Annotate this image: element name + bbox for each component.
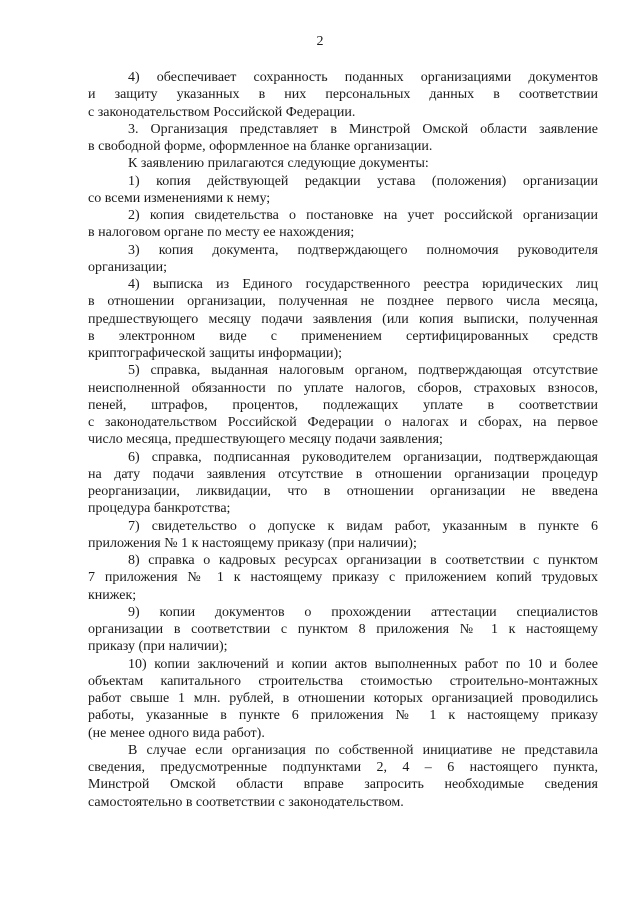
text-line: 1) копия действующей редакции устава (положения) организации	[128, 173, 598, 189]
text-line: и защиту указанных в них персональных данных в соответствии	[88, 87, 598, 103]
paragraph	[88, 69, 598, 121]
text-line: в свободной форме, оформленное на бланке организации.	[88, 139, 433, 154]
paragraph	[88, 276, 598, 362]
text-line: организации в соответствии с пунктом 8 приложения № 1 к настоящему	[88, 622, 598, 637]
text-line: криптографической защиты информации);	[88, 346, 343, 361]
text-line: реорганизации, ликвидации, что в отношении организации не введена	[88, 484, 598, 499]
text-line: приказу (при наличии);	[88, 639, 228, 655]
text-line: в налоговом органе по месту ее нахождения;	[88, 225, 355, 241]
paragraph	[88, 604, 598, 656]
paragraph	[88, 121, 598, 156]
text-line: 2) копия свидетельства о постановке на учет российской организации	[128, 208, 598, 223]
paragraph	[88, 207, 598, 242]
paragraph	[88, 155, 598, 172]
text-line: работ свыше 1 млн. рублей, в отношении которых организацией проводились	[88, 691, 598, 706]
text-line: приложения № 1 к настоящему приказу (при наличии);	[88, 535, 417, 551]
text-line: (не менее одного вида работ).	[88, 725, 265, 741]
document-body	[88, 69, 598, 811]
text-line: в отношении организации, полученная не позднее первого числа месяца,	[88, 294, 598, 310]
text-line: 9) копии документов о прохождении аттестации специалистов	[128, 604, 598, 620]
text-line: книжек;	[88, 587, 137, 603]
text-line: с законодательством Российской Федерации о налогах и сборах, на первое	[88, 415, 598, 430]
text-line: число месяца, предшествующего месяцу подачи заявления;	[88, 432, 443, 448]
paragraph	[88, 742, 598, 811]
text-line: в электронном виде с применением сертифицированных средств	[88, 328, 598, 344]
paragraph	[88, 362, 598, 448]
text-line: на дату подачи заявления отсутствие в отношении организации процедур	[88, 466, 598, 482]
paragraph	[88, 552, 598, 604]
page-number: 2	[316, 34, 324, 49]
paragraph	[88, 242, 598, 277]
text-line: предшествующего месяцу подачи заявления (или копия выписки, полученная	[88, 311, 598, 327]
text-line: 7 приложения № 1 к настоящему приказу с приложением копий трудовых	[88, 570, 598, 586]
text-line: 6) справка, подписанная руководителем организации, подтверждающая	[128, 449, 598, 465]
text-line: В случае если организация по собственной инициативе не представила	[128, 742, 598, 758]
text-line: 4) обеспечивает сохранность поданных организациями документов	[128, 70, 598, 85]
paragraph	[88, 173, 598, 208]
text-line: 7) свидетельство о допуске к видам работ, указанным в пункте 6	[128, 518, 598, 534]
text-line: организации;	[88, 259, 168, 275]
text-line: Минстрой Омской области вправе запросить необходимые сведения	[88, 777, 598, 793]
text-line: 3. Организация представляет в Минстрой Омской области заявление	[128, 121, 598, 137]
paragraph	[88, 449, 598, 518]
text-line: 8) справка о кадровых ресурсах организации в соответствии с пунктом	[128, 553, 598, 568]
paragraph	[88, 518, 598, 553]
text-line: с законодательством Российской Федерации.	[88, 104, 356, 120]
text-line: 3) копия документа, подтверждающего полномочия руководителя	[128, 242, 598, 258]
paragraph	[88, 656, 598, 742]
text-line: самостоятельно в соответствии с законодательством.	[88, 794, 404, 810]
text-line: объектам капитального строительства стоимостью строительно-монтажных	[88, 673, 598, 689]
text-line: процедура банкротства;	[88, 501, 231, 517]
text-line: работы, указанные в пункте 6 приложения № 1 к настоящему приказу	[88, 708, 598, 724]
text-line: пеней, штрафов, процентов, подлежащих уплате в соответствии	[88, 397, 598, 413]
text-line: неисполненной обязанности по уплате налогов, сборов, страховых взносов,	[88, 380, 598, 396]
text-line: 10) копии заключений и копии актов выполненных работ по 10 и более	[128, 656, 598, 672]
text-line: К заявлению прилагаются следующие документы:	[128, 156, 429, 172]
text-line: 5) справка, выданная налоговым органом, подтверждающая отсутствие	[128, 363, 598, 379]
text-line: сведения, предусмотренные подпунктами 2, 4 – 6 настоящего пункта,	[88, 760, 598, 775]
text-line: 4) выписка из Единого государственного реестра юридических лиц	[128, 277, 598, 292]
text-line: со всеми изменениями к нему;	[88, 190, 271, 206]
